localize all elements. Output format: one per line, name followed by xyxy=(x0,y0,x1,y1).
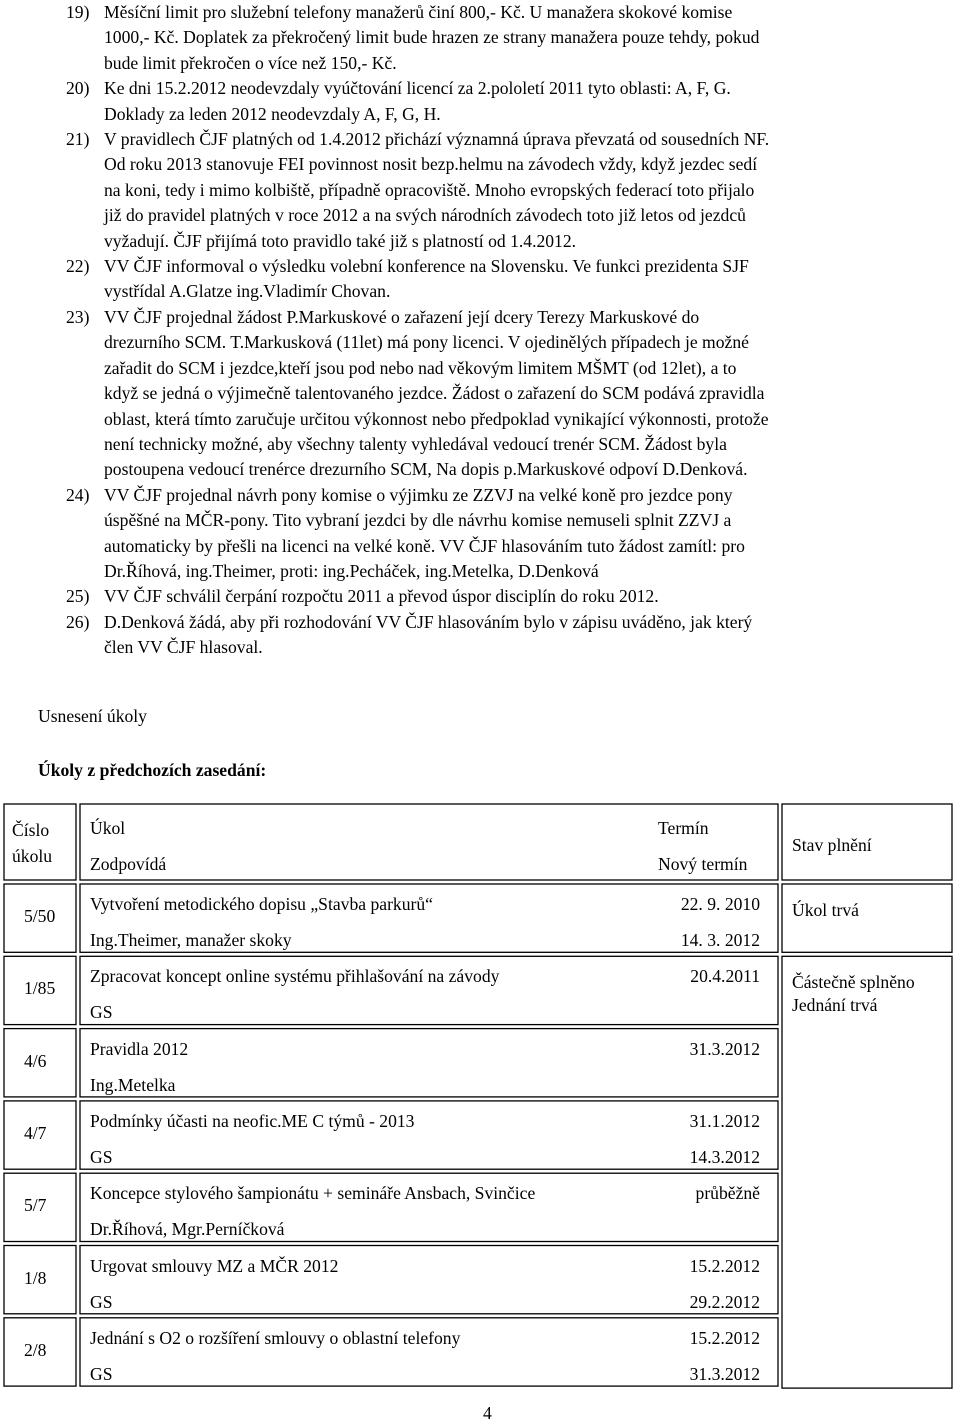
item-text-line: 1000,- Kč. Doplatek za překročený limit bude hrazen ze strany manažera pouze tehdy, pokud xyxy=(104,27,760,48)
header-task: Úkol xyxy=(90,818,126,838)
task-number: 2/8 xyxy=(24,1339,47,1360)
task-number: 4/6 xyxy=(24,1050,47,1071)
item-text-line: VV ČJF schválil čerpání rozpočtu 2011 a převod úspor disciplín do roku 2012. xyxy=(104,586,659,607)
minutes-item xyxy=(66,305,936,483)
item-text-line: zařadit do SCM i jezdce,kteří jsou pod nebo nad věkovým limitem MŠMT (od 12let), a to xyxy=(104,357,737,378)
item-text-line: VV ČJF projednal návrh pony komise o výjimku ze ZZVJ na velké koně pro jezdce pony xyxy=(104,484,733,505)
item-text-line: vystřídal A.Glatze ing.Vladimír Chovan. xyxy=(104,281,391,302)
item-text-line: Ke dni 15.2.2012 neodevzdaly vyúčtování licencí za 2.pololetí 2011 tyto oblasti: A, F, G. xyxy=(104,78,731,99)
item-number: 24) xyxy=(66,484,90,505)
task-deadline: 20.4.2011 xyxy=(690,966,760,987)
item-text-line: postoupena vedoucí trenérce drezurního SCM, Na dopis p.Markuskové odpoví D.Denková. xyxy=(104,459,748,480)
task-number: 5/50 xyxy=(24,906,56,926)
task-status: Částečně splněno xyxy=(792,972,915,993)
task-status: Jednání trvá xyxy=(792,995,878,1016)
item-text-line: člen VV ČJF hlasoval. xyxy=(104,637,263,658)
item-number: 25) xyxy=(66,586,90,607)
item-number: 21) xyxy=(66,129,90,150)
item-text-line: bude limit překročen o více než 150,- Kč. xyxy=(104,52,397,73)
item-text-line: vyžadují. ČJF přijímá toto pravidlo také již s platností od 1.4.2012. xyxy=(104,230,577,251)
item-number: 20) xyxy=(66,78,90,99)
item-number: 19) xyxy=(66,2,90,22)
task-responsible: GS xyxy=(90,1363,113,1384)
resolution-heading: Usnesení úkoly xyxy=(38,706,147,726)
item-number: 23) xyxy=(66,306,90,327)
header-new-deadline: Nový termín xyxy=(658,854,748,874)
item-text-line: není technicky možné, aby všechny talenty vyhledával vedoucí trenér SCM. Žádost byla xyxy=(104,433,727,454)
task-deadline: 31.1.2012 xyxy=(689,1110,760,1131)
task-description: Vytvoření metodického dopisu „Stavba parkurů“ xyxy=(90,894,433,914)
item-text-line: Doklady za leden 2012 neodevzdaly A, F, G, H. xyxy=(104,103,441,124)
row-status-cell xyxy=(782,956,952,1388)
minutes-item xyxy=(66,584,936,609)
task-new-deadline: 14. 3. 2012 xyxy=(680,930,760,950)
task-description: Zpracovat koncept online systému přihlašování na závody xyxy=(90,966,500,987)
task-status: Úkol trvá xyxy=(792,900,859,920)
previous-tasks-heading: Úkoly z předchozích zasedání: xyxy=(38,760,267,780)
item-number: 22) xyxy=(66,256,90,277)
task-description: Jednání s O2 o rozšíření smlouvy o oblastní telefony xyxy=(90,1327,461,1348)
header-status: Stav plnění xyxy=(792,835,872,855)
task-description: Podmínky účasti na neofic.ME C týmů - 2013 xyxy=(90,1110,415,1131)
item-text-line: úspěšné na MČR-pony. Tito vybraní jezdci by dle návrhu komise nemuseli splnit ZZVJ a xyxy=(104,510,732,531)
task-responsible: GS xyxy=(90,1291,113,1312)
minutes-item xyxy=(66,254,936,305)
task-responsible: Ing.Metelka xyxy=(90,1074,176,1095)
tasks-table xyxy=(0,802,960,1394)
header-responsible: Zodpovídá xyxy=(90,854,167,874)
page-number: 4 xyxy=(483,1403,492,1423)
item-text-line: Měsíční limit pro služební telefony manažerů činí 800,- Kč. U manažera skokové komise xyxy=(104,2,733,22)
task-number: 1/85 xyxy=(24,978,56,999)
task-new-deadline: 31.3.2012 xyxy=(689,1363,760,1384)
item-text-line: VV ČJF informoval o výsledku volební konference na Slovensku. Ve funkci prezidenta SJF xyxy=(104,256,749,277)
item-text-line: Dr.Říhová, ing.Theimer, proti: ing.Pecháček, ing.Metelka, D.Denková xyxy=(104,560,599,581)
task-deadline: 22. 9. 2010 xyxy=(680,894,760,914)
minutes-item xyxy=(66,0,936,76)
task-responsible: Dr.Říhová, Mgr.Perníčková xyxy=(90,1219,285,1240)
item-text-line: oblast, která tímto zaručuje určitou výkonnost nebo předpoklad vynikající výkonnosti, protože xyxy=(104,408,769,429)
minutes-item xyxy=(66,76,936,127)
minutes-item xyxy=(66,127,936,254)
header-number-line1: Číslo xyxy=(12,820,50,840)
task-responsible: Ing.Theimer, manažer skoky xyxy=(90,930,292,950)
minutes-item xyxy=(66,610,936,661)
header-deadline: Termín xyxy=(658,818,709,838)
item-text-line: na koni, tedy i mimo kolbiště, případně opracoviště. Mnoho evropských federací toto přijalo xyxy=(104,179,755,200)
minutes-items xyxy=(66,0,936,661)
task-description: Urgovat smlouvy MZ a MČR 2012 xyxy=(90,1255,339,1276)
task-new-deadline: 29.2.2012 xyxy=(689,1291,760,1312)
table-grid xyxy=(0,802,960,1391)
task-description: Koncepce stylového šampionátu + semináře Ansbach, Svinčice xyxy=(90,1183,536,1204)
task-new-deadline: 14.3.2012 xyxy=(689,1146,760,1167)
task-number: 1/8 xyxy=(24,1267,47,1288)
header-number-cell xyxy=(4,804,76,880)
item-text-line: Od roku 2013 stanovuje FEI povinnost nosit bezp.helmu na závodech vždy, když jezdec sedí xyxy=(104,154,758,175)
task-responsible: GS xyxy=(90,1002,113,1023)
item-text-line: automaticky by přešli na licenci na velké koně. VV ČJF hlasováním tuto žádost zamítl: pro xyxy=(104,535,745,556)
minutes-item xyxy=(66,483,936,585)
item-text-line: již do pravidel platných v roce 2012 a na svých národních závodech toto již letos od jezdců xyxy=(104,205,746,226)
task-deadline: 15.2.2012 xyxy=(689,1327,760,1348)
task-description: Pravidla 2012 xyxy=(90,1038,189,1059)
item-text-line: když se jedná o výjimečně talentovaného jezdce. Žádost o zařazení do SCM podává zpravidla xyxy=(104,383,765,404)
task-responsible: GS xyxy=(90,1146,113,1167)
task-number: 4/7 xyxy=(24,1122,47,1143)
item-text-line: VV ČJF projednal žádost P.Markuskové o zařazení její dcery Terezy Markuskové do xyxy=(104,306,700,327)
task-deadline: 15.2.2012 xyxy=(689,1255,760,1276)
task-number: 5/7 xyxy=(24,1195,47,1216)
item-text-line: drezurního SCM. T.Markusková (11let) má pony licenci. V ojedinělých případech je možné xyxy=(104,332,749,353)
item-text-line: D.Denková žádá, aby při rozhodování VV ČJF hlasováním bylo v zápisu uváděno, jak který xyxy=(104,611,753,632)
item-text-line: V pravidlech ČJF platných od 1.4.2012 přichází významná úprava převzatá od sousedních NF. xyxy=(104,129,770,150)
header-number-line2: úkolu xyxy=(12,846,53,866)
item-number: 26) xyxy=(66,611,90,632)
task-deadline: průběžně xyxy=(695,1183,760,1204)
task-deadline: 31.3.2012 xyxy=(689,1038,760,1059)
